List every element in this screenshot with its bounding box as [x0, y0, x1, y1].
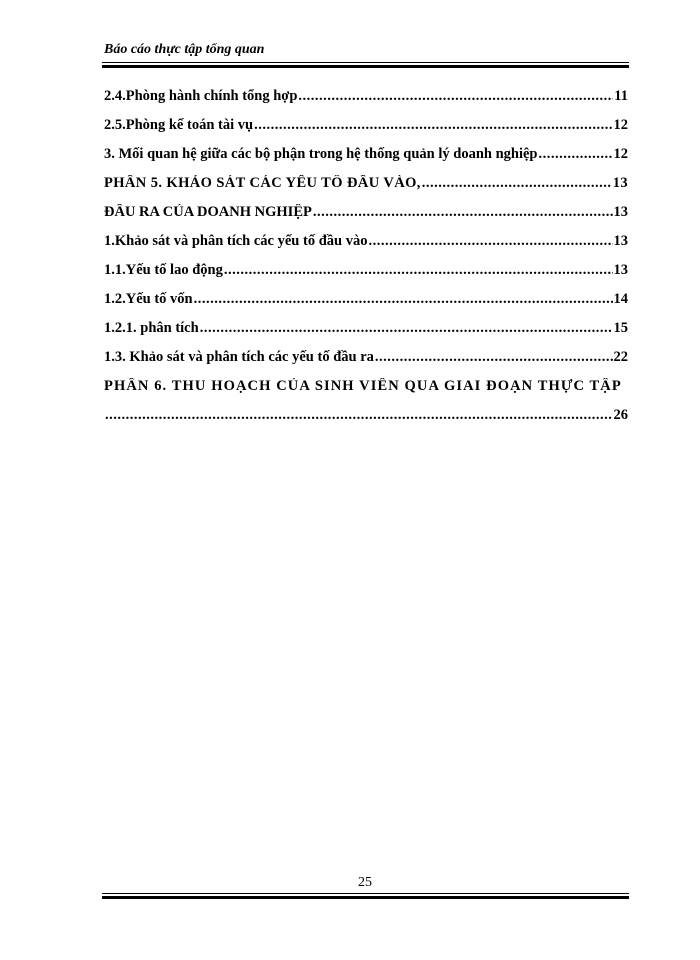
toc-entry[interactable]	[104, 233, 628, 262]
footer-rule-thick	[102, 896, 629, 899]
toc-entry-title: 1.2.Yếu tố vốn	[104, 291, 193, 307]
table-of-contents	[104, 88, 628, 436]
toc-entry-title: 1.1.Yếu tố lao động	[104, 262, 223, 278]
header-rule-thick	[102, 65, 629, 68]
toc-entry-title: 2.5.Phòng kế toán tài vụ	[104, 117, 254, 133]
toc-leader-dots	[298, 88, 613, 105]
toc-entry-page: 12	[613, 146, 628, 162]
toc-entry-page: 22	[613, 349, 628, 365]
toc-entry-title: 1.3. Khảo sát và phân tích các yếu tố đầu ra	[104, 349, 374, 365]
toc-entry[interactable]	[104, 407, 628, 436]
toc-leader-dots	[375, 349, 613, 366]
toc-entry-page: 15	[613, 320, 628, 336]
toc-leader-dots	[313, 204, 613, 221]
toc-entry[interactable]	[104, 320, 628, 349]
toc-leader-dots	[368, 233, 612, 250]
toc-entry-page: 11	[614, 88, 628, 104]
toc-entry-page: 12	[613, 117, 628, 133]
toc-entry-page: 13	[612, 175, 628, 191]
toc-entry-page: 13	[613, 262, 628, 278]
toc-entry-page: 13	[613, 233, 628, 249]
toc-entry-title: PHẦN 6. THU HOẠCH CỦA SINH VIÊN QUA GIAI ĐOẠN THỰC TẬP	[104, 378, 622, 394]
toc-leader-dots	[422, 175, 612, 192]
toc-entry-title: 3. Mối quan hệ giữa các bộ phận trong hệ thống quản lý doanh nghiệp	[104, 146, 538, 162]
toc-entry[interactable]	[104, 378, 628, 407]
toc-entry[interactable]	[104, 146, 628, 175]
toc-entry-page: 26	[613, 407, 628, 423]
toc-entry-title: 1.2.1. phân tích	[104, 320, 199, 336]
toc-leader-dots	[200, 320, 613, 337]
toc-entry-title: 1.Khảo sát và phân tích các yếu tố đầu vào	[104, 233, 368, 249]
toc-entry[interactable]	[104, 262, 628, 291]
toc-leader-dots	[194, 291, 613, 308]
header-rule-thin	[102, 62, 629, 63]
toc-entry-page: 13	[613, 204, 628, 220]
toc-entry[interactable]	[104, 175, 628, 204]
toc-leader-dots	[539, 146, 613, 163]
header-title: Báo cáo thực tập tổng quan	[104, 42, 265, 57]
toc-entry[interactable]	[104, 291, 628, 320]
toc-entry[interactable]	[104, 204, 628, 233]
toc-leader-dots	[105, 407, 613, 424]
page-number: 25	[358, 875, 372, 890]
toc-leader-dots	[254, 117, 612, 134]
toc-entry-title: 2.4.Phòng hành chính tổng hợp	[104, 88, 298, 104]
footer-rule-thin	[102, 893, 629, 894]
toc-entry-title: ĐẦU RA CỦA DOANH NGHIỆP	[104, 204, 312, 220]
toc-entry-title: PHẦN 5. KHẢO SÁT CÁC YẾU TỐ ĐẦU VÀO,	[104, 175, 421, 191]
toc-entry[interactable]	[104, 349, 628, 378]
toc-entry[interactable]	[104, 117, 628, 146]
toc-leader-dots	[224, 262, 613, 279]
toc-entry[interactable]	[104, 88, 628, 117]
toc-entry-page: 14	[613, 291, 628, 307]
